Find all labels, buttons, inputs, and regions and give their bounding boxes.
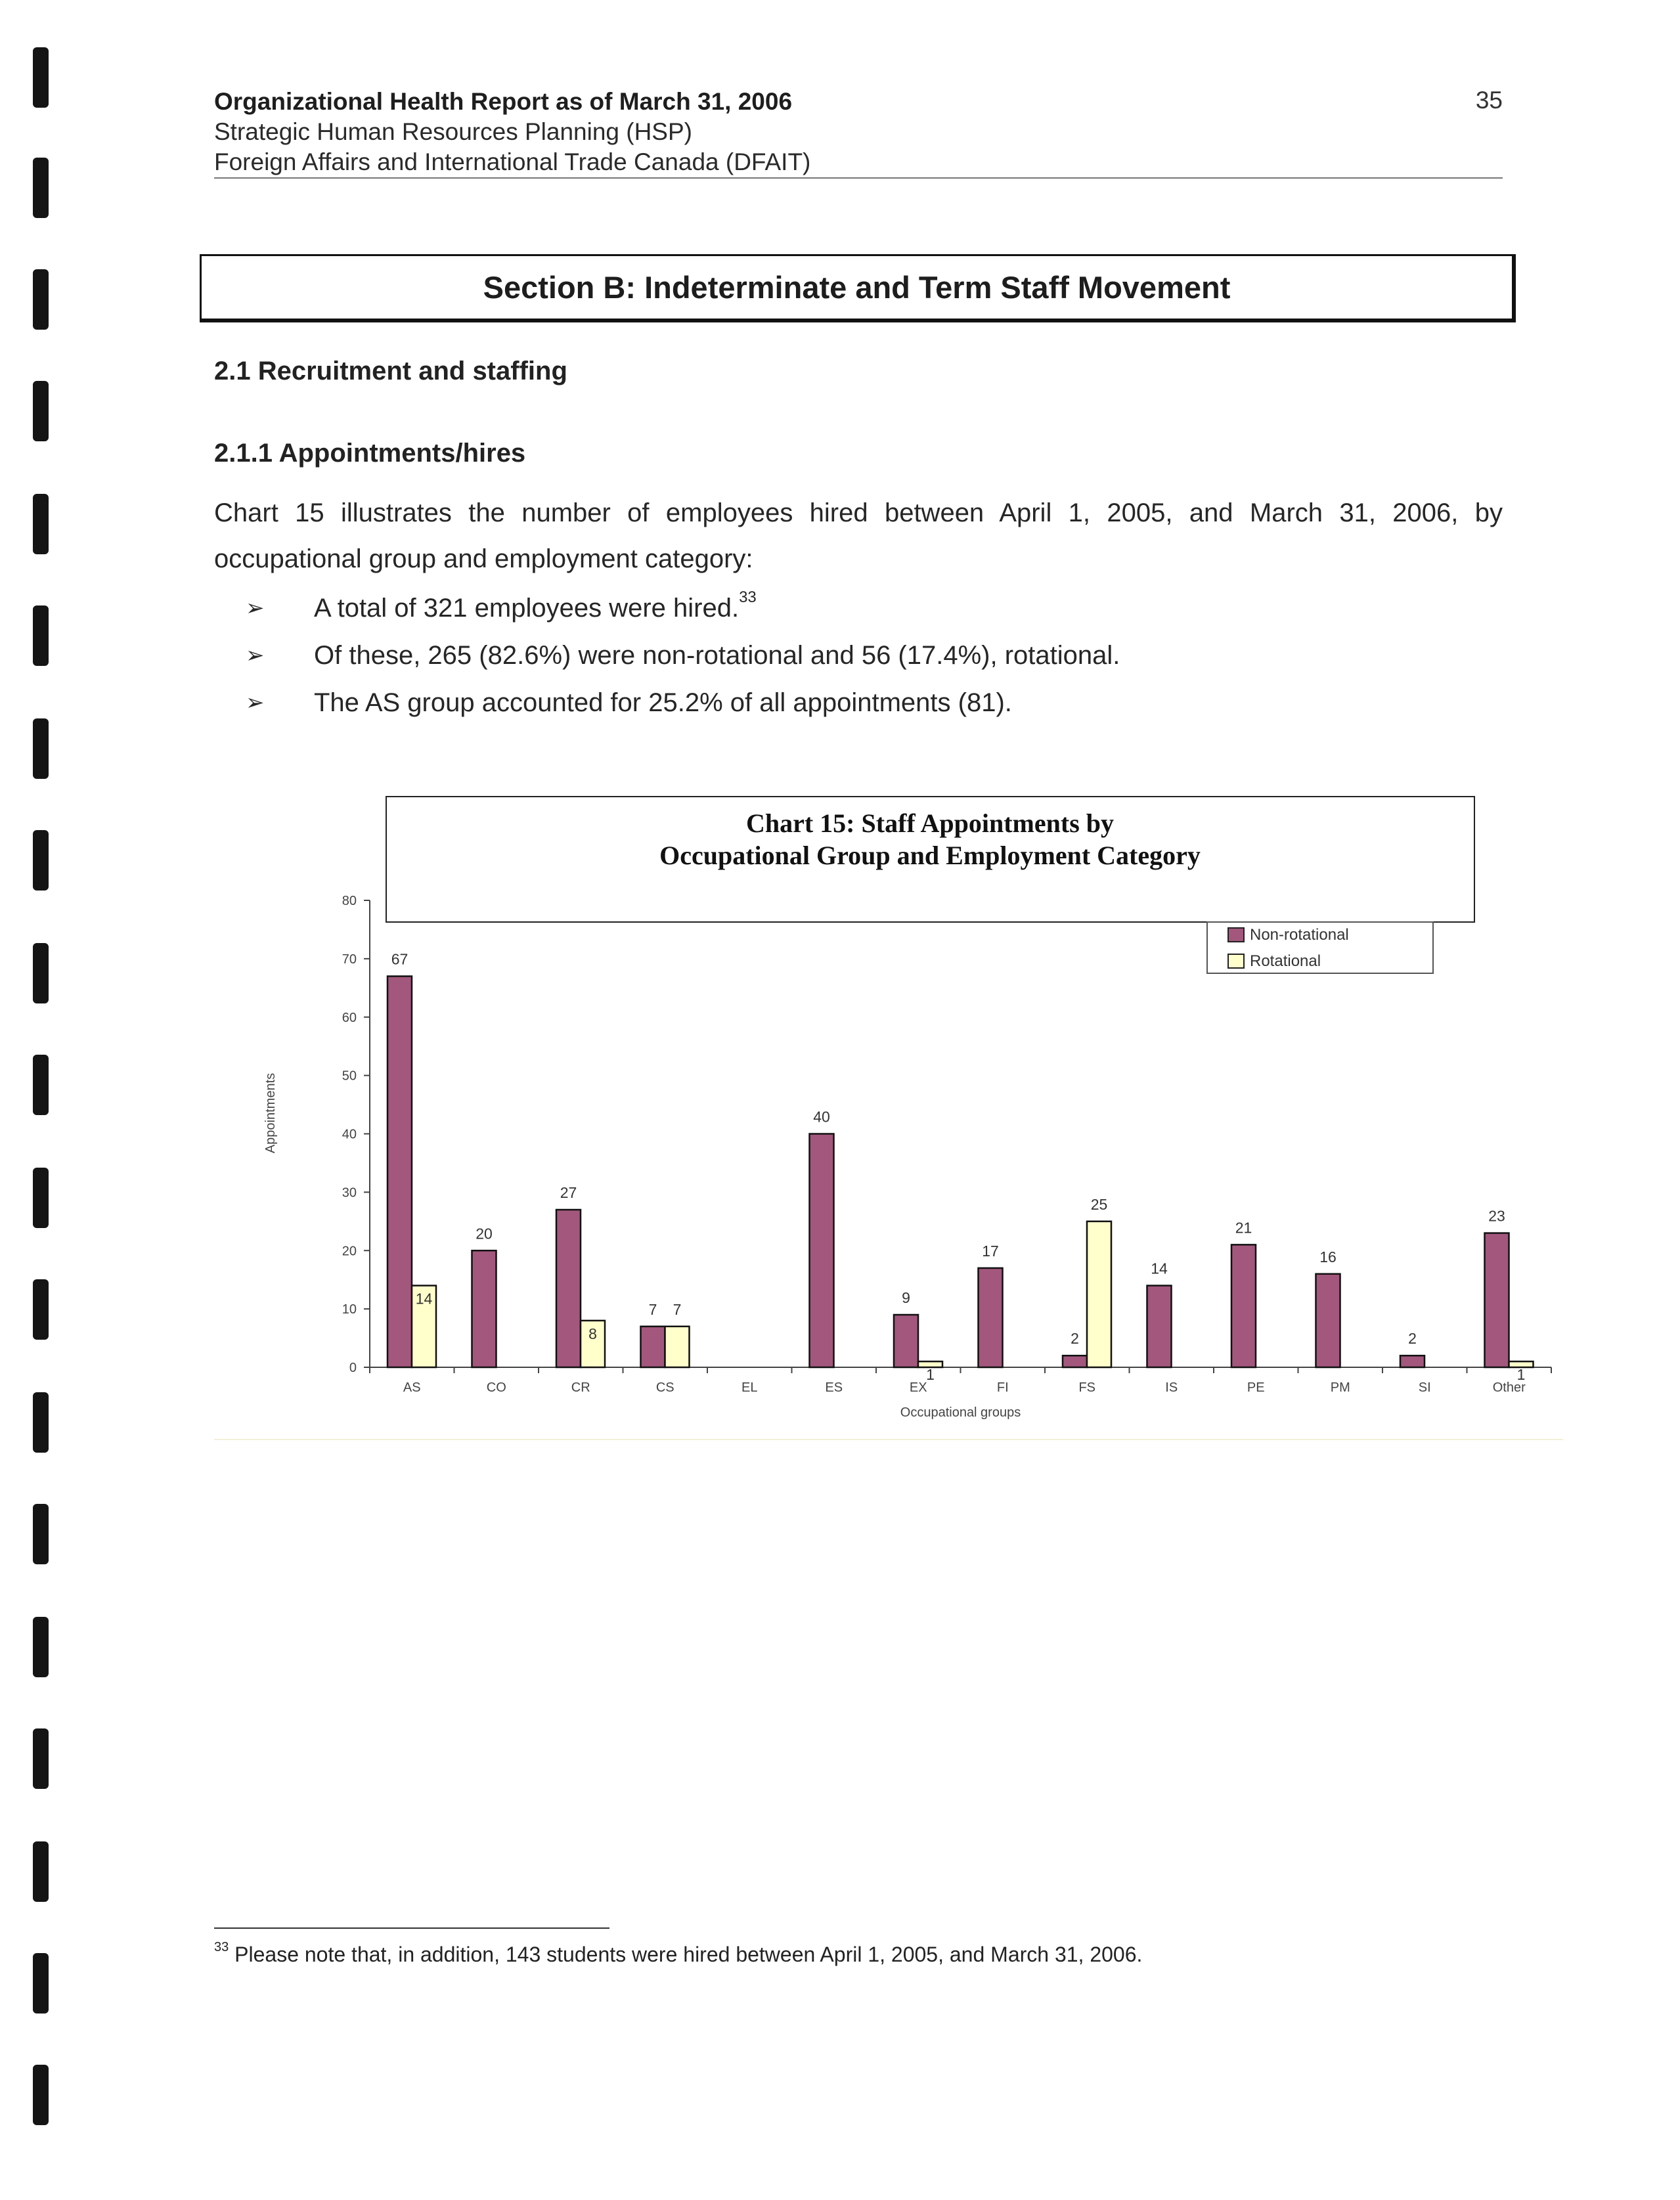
non-rotational-bar (894, 1315, 918, 1367)
x-axis-label: Occupational groups (900, 1405, 1021, 1420)
heading-recruitment: 2.1 Recruitment and staffing (214, 357, 567, 385)
y-axis-label: Appointments (263, 1072, 278, 1154)
chart-bars (387, 951, 1534, 1384)
chart-title-box (386, 797, 1474, 922)
legend-label-rotational: Rotational (1250, 952, 1321, 970)
non-rotational-bar (1316, 1274, 1340, 1367)
non-rotational-bar (387, 977, 412, 1367)
binding-hole (33, 1953, 49, 2013)
bar-value-label: 27 (560, 1184, 577, 1202)
intro-paragraph: Chart 15 illustrates the number of employees hired between April 1, 2005, and March 31, 2006, by occupational group and employment category: (214, 498, 1503, 573)
chart-title-line-2: Occupational Group and Employment Category (659, 841, 1201, 870)
bar-value-label: 7 (673, 1300, 682, 1318)
section-title: Section B: Indeterminate and Term Staff Movement (200, 254, 1516, 322)
bar-value-label: 20 (475, 1225, 493, 1243)
legend-swatch-rotational (1228, 954, 1244, 968)
rotational-bar (1087, 1221, 1111, 1367)
arrow-bullet-icon: ➢ (246, 690, 265, 715)
non-rotational-bar (810, 1134, 834, 1368)
y-tick-label: 70 (342, 952, 357, 967)
footnote (214, 1940, 1143, 1967)
bar-value-label: 14 (1151, 1260, 1168, 1277)
x-tick-label: FS (1078, 1380, 1096, 1395)
bar-value-label: 17 (982, 1242, 999, 1260)
bullet-text: A total of 321 employees were hired.$^{33}$ (314, 588, 757, 623)
bar-value-label: 23 (1488, 1207, 1505, 1225)
non-rotational-bar (1231, 1244, 1256, 1367)
x-tick-label: CO (486, 1380, 506, 1395)
x-tick-label: Other (1492, 1380, 1526, 1395)
arrow-bullet-icon: ➢ (246, 596, 265, 621)
header-department: Strategic Human Resources Planning (HSP) (214, 118, 692, 145)
bullet-text: The AS group accounted for 25.2% of all appointments (81). (314, 688, 1012, 717)
bar-value-label: 7 (648, 1300, 657, 1318)
non-rotational-bar (1063, 1355, 1087, 1367)
y-tick-label: 20 (342, 1244, 357, 1259)
x-tick-label: ES (825, 1380, 843, 1395)
footnote-text: Please note that, in addition, 143 students were hired between April 1, 2005, and March 31, 2006. (234, 1943, 1143, 1966)
bar-value-label: 16 (1319, 1248, 1337, 1265)
y-tick-label: 10 (342, 1302, 357, 1317)
non-rotational-bar (1485, 1233, 1509, 1367)
chart-legend (1207, 922, 1433, 973)
x-tick-label: EL (741, 1380, 758, 1395)
binding-hole (33, 1504, 49, 1564)
x-tick-label: SI (1418, 1380, 1431, 1395)
legend-swatch-non-rotational (1228, 928, 1244, 942)
binding-hole (33, 2065, 49, 2125)
x-tick-label: FI (996, 1380, 1009, 1395)
footnote-rule (214, 1927, 609, 1929)
x-tick-label: PM (1330, 1380, 1350, 1395)
x-tick-label: CR (571, 1380, 590, 1395)
binding-hole (33, 1728, 49, 1789)
bar-value-label: 25 (1090, 1195, 1108, 1213)
bar-value-label: 2 (1408, 1330, 1417, 1348)
y-tick-label: 40 (342, 1127, 357, 1142)
bar-value-label: 1 (1516, 1366, 1526, 1384)
header-organization: Foreign Affairs and International Trade Canada (DFAIT) (214, 148, 811, 175)
legend-label-non-rotational: Non-rotational (1250, 926, 1349, 944)
x-tick-label: PE (1247, 1380, 1265, 1395)
bar-value-label: 14 (415, 1290, 433, 1308)
bar-value-label: 67 (391, 950, 409, 968)
chart-title-line-1: Chart 15: Staff Appointments by (745, 808, 1115, 838)
arrow-bullet-icon: ➢ (246, 643, 265, 668)
x-tick-label: AS (403, 1380, 421, 1395)
bar-value-label: 1 (926, 1366, 935, 1384)
bar-value-label: 2 (1071, 1330, 1079, 1348)
heading-appointments: 2.1.1 Appointments/hires (214, 439, 526, 468)
binding-hole (33, 1617, 49, 1677)
report-title: Organizational Health Report as of March 31, 2006 (214, 88, 793, 115)
y-tick-label: 80 (342, 894, 357, 908)
bullet-text: Of these, 265 (82.6%) were non-rotational and 56 (17.4%), rotational. (314, 641, 1120, 670)
y-tick-label: 30 (342, 1185, 357, 1200)
non-rotational-bar (1147, 1286, 1172, 1367)
y-tick-label: 0 (349, 1361, 357, 1375)
footnote-ref[interactable]: 33 (739, 588, 757, 606)
x-tick-label: EX (909, 1380, 927, 1395)
non-rotational-bar (472, 1250, 497, 1367)
bar-value-label: 21 (1235, 1219, 1252, 1237)
rotational-bar (665, 1327, 690, 1367)
x-tick-label: CS (655, 1380, 674, 1395)
non-rotational-bar (1400, 1355, 1425, 1367)
footnote-number: 33 (214, 1940, 229, 1954)
y-tick-label: 60 (342, 1010, 357, 1025)
x-tick-label: IS (1165, 1380, 1178, 1395)
bar-value-label: 9 (902, 1289, 910, 1307)
y-tick-label: 50 (342, 1068, 357, 1084)
page-number: 35 (1475, 87, 1503, 114)
bar-value-label: 40 (813, 1108, 830, 1126)
bar-value-label: 8 (588, 1325, 597, 1342)
binding-hole (33, 1841, 49, 1902)
non-rotational-bar (641, 1327, 665, 1367)
non-rotational-bar (979, 1268, 1003, 1367)
non-rotational-bar (556, 1210, 581, 1367)
